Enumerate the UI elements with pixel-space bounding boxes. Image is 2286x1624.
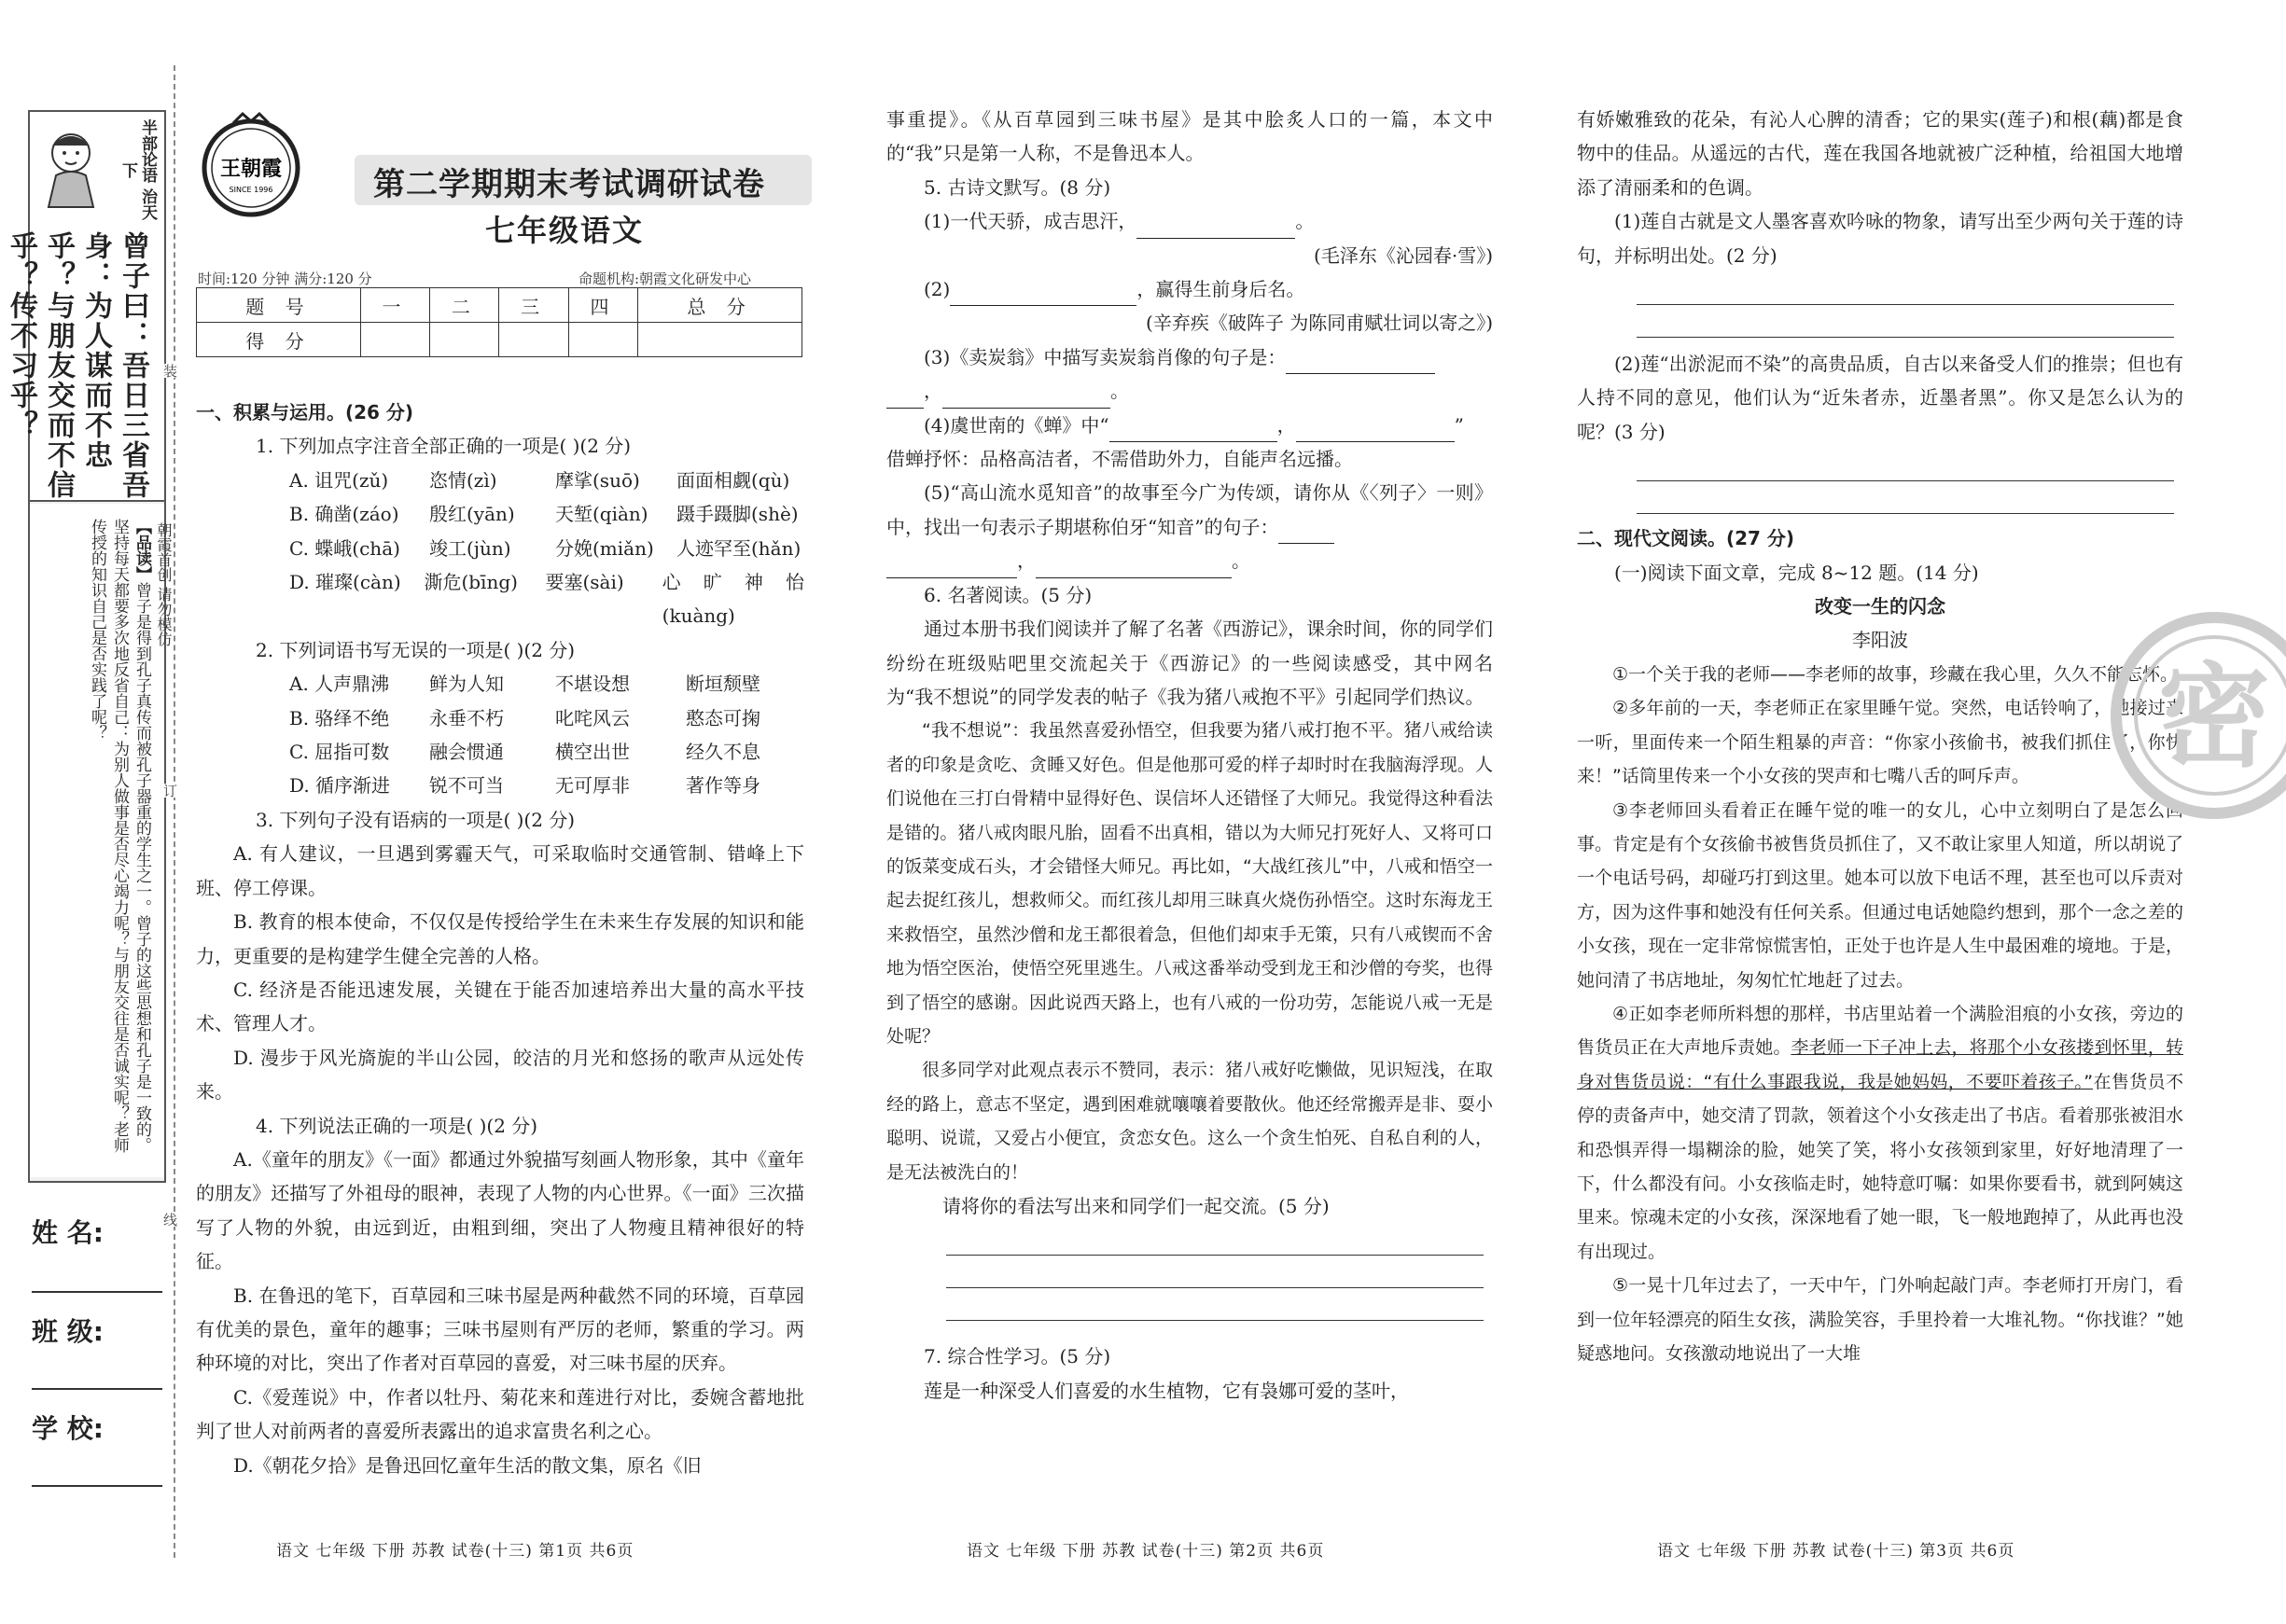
option: B. 确凿(záo) bbox=[289, 503, 399, 526]
scholar-portrait-icon bbox=[39, 125, 105, 209]
left-sidebar bbox=[5, 110, 166, 1183]
score-input[interactable] bbox=[568, 323, 637, 357]
score-cell: 三 bbox=[499, 288, 568, 323]
page-footer: 语文 七年级 下册 苏教 试卷(十三) 第3页 共6页 bbox=[1657, 1542, 2015, 1561]
option: 融会惯通 bbox=[429, 741, 504, 764]
option: 横空出世 bbox=[555, 741, 630, 764]
option: C. 蝶峨(chā) bbox=[289, 536, 400, 560]
logo-text: 王朝霞 bbox=[219, 157, 283, 181]
question-4: 4. 下列说法正确的一项是( )(2 分) bbox=[256, 1114, 538, 1137]
option: D. 璀璨(càn) bbox=[289, 571, 401, 594]
exam-time: 时间:120 分钟 满分:120 分 bbox=[198, 271, 372, 287]
sidebar-banner: 半部论语 治天下 bbox=[118, 119, 157, 220]
question-6: 6. 名著阅读。(5 分) bbox=[924, 583, 1093, 606]
option: 面面相觑(qù) bbox=[676, 468, 790, 492]
answer-blank[interactable] bbox=[1296, 421, 1455, 442]
page-2-content bbox=[886, 103, 1493, 1408]
answer-blank[interactable] bbox=[886, 387, 924, 409]
option: 心旷神怡(kuàng) bbox=[662, 571, 804, 628]
score-cell: 一 bbox=[360, 288, 429, 323]
source: (辛弃疾《破阵子 为陈同甫赋壮词以寄之》) bbox=[1146, 312, 1493, 335]
option: 要塞(sài) bbox=[545, 571, 624, 594]
answer-blank[interactable] bbox=[1286, 353, 1435, 374]
forum-post: “我不想说”：我虽然喜爱孙悟空，但我要为猪八戒打抱不平。猪八戒给读者的印象是贪吃、贪睡又好色。但是他那可爱的样子却时时在我脑海浮现。人们说他在三打白骨精中显得好色、误信坏人还错怪了大师兄。我觉得这种看法是错的。猪八戒肉眼凡胎，固看不出真相，错以为大师兄打死好人、又将可口的饭菜变成石头，才会错怪大师兄。再比如，“大战红孩儿”中，八戒和悟空一起去捉红孩儿，想救师父。而红孩儿却用三昧真火烧伤孙悟空。这时东海龙王来救悟空，虽然沙僧和龙王都很着急，但他们却束手无策，只有八戒锲而不舍地为悟空医治，使悟空死里逃生。八戒这番举动受到龙王和沙僧的夸奖，也得到了悟空的感谢。因此说西天路上，也有八戒的一份功劳，怎能说八戒一无是处呢？ bbox=[886, 720, 1493, 1047]
question-5-5: (5)“高山流水觅知音”的故事至今广为传颂，请你从《〈列子〉一则》中，找出一句表示子期堪称伯牙“知音”的句子： bbox=[886, 476, 1493, 544]
continued-text: 事重提》。《从百草园到三味书屋》是其中脍炙人口的一篇，本文中的“我”只是第一人称，不是鲁迅本人。 bbox=[886, 108, 1493, 165]
question-5-2: (2) ，赢得生前身后名。 bbox=[886, 272, 1493, 306]
article-paragraph: ②多年前的一天，李老师正在家里睡午觉。突然，电话铃响了，她接过来一听，里面传来一个陌生粗暴的声音：“你家小孩偷书，被我们抓住了，你快来！”话筒里传来一个小女孩的哭声和七嘴八舌的呵斥声。 bbox=[1577, 698, 2183, 787]
option-row bbox=[196, 769, 804, 802]
answer-lines bbox=[946, 1223, 1484, 1321]
page-footer: 语文 七年级 下册 苏教 试卷(十三) 第1页 共6页 bbox=[276, 1542, 634, 1561]
answer-blank[interactable] bbox=[1036, 557, 1232, 578]
option: 蹑手蹑脚(shè) bbox=[676, 503, 799, 526]
answer-line[interactable] bbox=[1637, 305, 2174, 338]
option: 憨态可掬 bbox=[686, 706, 760, 729]
sidebar-quote: 曾子曰：吾日三省吾身：为人谋而不忠乎？与朋友交而不信乎？传不习乎？ bbox=[5, 231, 149, 500]
name-field[interactable] bbox=[32, 1291, 162, 1293]
question-5-4: (4)虞世南的《蝉》中“ ， ” bbox=[886, 409, 1493, 442]
answer-blank[interactable] bbox=[1278, 522, 1334, 544]
question-5-3-cont: ， 。 bbox=[886, 374, 1493, 408]
answer-blank[interactable] bbox=[1136, 217, 1295, 239]
option: C. 屈指可数 bbox=[289, 741, 390, 764]
question-5: 5. 古诗文默写。(8 分) bbox=[924, 175, 1111, 199]
answer-line[interactable] bbox=[1637, 272, 2174, 305]
watermark-stamp-icon bbox=[2107, 608, 2286, 823]
question-6-intro: 通过本册书我们阅读并了解了名著《西游记》，课余时间，你的同学们纷纷在班级贴吧里交流起关于《西游记》的一些阅读感受，其中网名为“我不想说”的同学发表的帖子《我为猪八戒抱不平》引起同学们热议。 bbox=[886, 618, 1493, 708]
answer-line[interactable] bbox=[946, 1288, 1484, 1321]
option: 恣情(zì) bbox=[429, 468, 497, 492]
answer-line[interactable] bbox=[946, 1223, 1484, 1256]
question-5-5-cont: ， 。 bbox=[886, 544, 1493, 577]
underlined-sentence: 李老师一下子冲上去，将那个小女孩搂到怀里，转身对售货员说：“有什么事跟我说，我是她妈妈，不要吓着孩子。” bbox=[1577, 1037, 2183, 1092]
option-text: B. 在鲁迅的笔下，百草园和三味书屋是两种截然不同的环境，百草园有优美的景色，童年的趣事；三味书屋则有严厉的老师，繁重的学习。两种环境的对比，突出了作者对百草园的喜爱，对三味书屋的厌弃。 bbox=[196, 1284, 804, 1375]
sidebar-header bbox=[30, 112, 164, 224]
question-5-4-cont: 借蝉抒怀：品格高洁者，不需借助外力，自能声名远播。 bbox=[886, 448, 1353, 471]
option: 无可厚非 bbox=[555, 774, 630, 798]
option-row bbox=[196, 464, 804, 497]
answer-line[interactable] bbox=[1637, 449, 2174, 481]
cut-label: 订 bbox=[161, 784, 178, 798]
cut-line bbox=[174, 65, 175, 1558]
question-3: 3. 下列句子没有语病的一项是( )(2 分) bbox=[256, 808, 576, 831]
option: 分娩(miǎn) bbox=[555, 536, 654, 560]
answer-lines bbox=[1637, 272, 2174, 338]
question-1: 1. 下列加点字注音全部正确的一项是( )(2 分) bbox=[256, 435, 632, 458]
option: B. 骆绎不绝 bbox=[289, 706, 390, 729]
option-text: D. 漫步于风光旖旎的半山公园，皎洁的月光和悠扬的歌声从远处传来。 bbox=[196, 1046, 804, 1103]
article-author: 李阳波 bbox=[1852, 629, 1908, 652]
score-input[interactable] bbox=[360, 323, 429, 357]
question-5-1: (1)一代天骄，成吉思汗， 。 bbox=[886, 204, 1493, 238]
answer-lines bbox=[1637, 449, 2174, 514]
option: 永垂不朽 bbox=[429, 706, 504, 729]
option: 鲜为人知 bbox=[429, 673, 504, 696]
name-label: 姓 名: bbox=[32, 1217, 104, 1248]
option: 天堑(qiàn) bbox=[555, 503, 648, 526]
answer-line[interactable] bbox=[1637, 481, 2174, 514]
article-paragraph: ⑤一晃十几年过去了，一天中午，门外响起敲门声。李老师打开房门，看到一位年轻漂亮的陌生女孩，满脸笑容，手里拎着一大堆礼物。“你找谁？”她疑惑地问。女孩激动地说出了一大堆 bbox=[1577, 1275, 2183, 1364]
sidebar-note-box bbox=[30, 504, 164, 1177]
option-text: B. 教育的根本使命，不仅仅是传授给学生在未来生存发展的知识和能力，更重要的是构建学生健全完善的人格。 bbox=[196, 910, 804, 967]
option-row bbox=[196, 667, 804, 701]
stamp-text: 密 bbox=[2158, 653, 2270, 783]
option: 不堪设想 bbox=[555, 673, 630, 696]
page-footer: 语文 七年级 下册 苏教 试卷(十三) 第2页 共6页 bbox=[967, 1542, 1325, 1561]
article-paragraph: ①一个关于我的老师——李老师的故事，珍藏在我心里，久久不能忘怀。 bbox=[1612, 663, 2179, 685]
option: 澌危(bīng) bbox=[424, 571, 518, 594]
copyright-note: 朝霞首创 请勿模仿 bbox=[155, 522, 173, 647]
source: (毛泽东《沁园春·雪》) bbox=[1314, 243, 1493, 267]
score-value-row bbox=[197, 323, 802, 357]
option: 著作等身 bbox=[686, 774, 760, 798]
option-row bbox=[196, 735, 804, 769]
class-field[interactable] bbox=[32, 1388, 162, 1390]
continued-text: 有娇嫩雅致的花朵，有沁人心脾的清香；它的果实(莲子)和根(藕)都是食物中的佳品。从遥远的古代，莲在我国各地就被广泛种植，给祖国大地增添了清丽柔和的色调。 bbox=[1577, 108, 2183, 199]
option: A. 诅咒(zǔ) bbox=[289, 468, 389, 492]
school-label: 学 校: bbox=[32, 1413, 104, 1444]
sidebar-quote-box bbox=[5, 222, 164, 502]
option: D. 循序渐进 bbox=[289, 774, 391, 798]
question-7-1: (1)莲自古就是文人墨客喜欢吟咏的物象，请写出至少两句关于莲的诗句，并标明出处。(2 分) bbox=[1577, 210, 2183, 267]
score-cell: 题 号 bbox=[197, 288, 361, 323]
section-title: 二、现代文阅读。(27 分) bbox=[1577, 527, 1795, 550]
page-1-content bbox=[196, 396, 804, 1482]
score-cell: 二 bbox=[430, 288, 499, 323]
option-row bbox=[196, 532, 804, 565]
option: 竣工(jùn) bbox=[429, 536, 511, 560]
option: 经久不息 bbox=[686, 741, 760, 764]
answer-blank[interactable] bbox=[950, 285, 1136, 306]
option-text: D.《朝花夕拾》是鲁迅回忆童年生活的散文集，原名《旧 bbox=[233, 1453, 702, 1477]
option: 断垣颓壁 bbox=[686, 673, 760, 696]
page-3-content bbox=[1577, 103, 2183, 1370]
section-title: 一、积累与运用。(26 分) bbox=[196, 401, 414, 423]
question-6-ask: 请将你的看法写出来和同学们一起交流。(5 分) bbox=[942, 1195, 1330, 1217]
score-cell: 四 bbox=[568, 288, 637, 323]
article-paragraph: ③李老师回头看着正在睡午觉的唯一的女儿，心中立刻明白了是怎么回事。肯定是有个女孩偷书被售货员抓住了，又不敢让家里人知道，所以胡说了一个电话号码，却碰巧打到这里。她本可以放下电话不理，甚至也可以斥责对方，因为这件事和她没有任何关系。但通过电话她隐约想到，那个一念之差的小女孩，现在一定非常惊慌害怕，正处于也许是人生中最困难的境地。于是，她问清了书店地址，匆匆忙忙地赶了过去。 bbox=[1577, 799, 2183, 991]
option: 摩挲(suō) bbox=[555, 468, 640, 492]
exam-subject: 七年级语文 bbox=[485, 213, 645, 248]
option: 人迹罕至(hǎn) bbox=[676, 536, 801, 560]
answer-blank[interactable] bbox=[886, 557, 1017, 578]
question-7-text: 莲是一种深受人们喜爱的水生植物，它有袅娜可爱的茎叶， bbox=[924, 1379, 1409, 1402]
answer-blank[interactable] bbox=[1109, 421, 1277, 442]
score-table bbox=[196, 287, 802, 357]
option: 殷红(yān) bbox=[429, 503, 515, 526]
answer-line[interactable] bbox=[946, 1256, 1484, 1288]
school-field[interactable] bbox=[32, 1485, 162, 1487]
option-row bbox=[196, 497, 804, 531]
option: A. 人声鼎沸 bbox=[289, 673, 390, 696]
option: 叱咤风云 bbox=[555, 706, 630, 729]
article-title: 改变一生的闪念 bbox=[1815, 595, 1945, 618]
logo-subtext: SINCE 1996 bbox=[229, 186, 273, 194]
score-cell: 得 分 bbox=[197, 323, 361, 357]
score-cell: 总 分 bbox=[638, 288, 802, 323]
option-row bbox=[196, 565, 804, 633]
option-text: C.《爱莲说》中，作者以牡丹、菊花来和莲进行对比，委婉含蓄地批判了世人对前两者的喜爱所表露出的追求富贵名利之心。 bbox=[196, 1385, 804, 1443]
answer-blank[interactable] bbox=[942, 387, 1110, 409]
score-input[interactable] bbox=[430, 323, 499, 357]
score-input[interactable] bbox=[499, 323, 568, 357]
exam-title: 第二学期期末考试调研试卷 bbox=[373, 166, 765, 203]
publisher-logo bbox=[196, 110, 306, 220]
option-row bbox=[196, 701, 804, 735]
question-7-2: (2)莲“出淤泥而不染”的高贵品质，自古以来备受人们的推崇；但也有人持不同的意见，他们认为“近朱者赤，近墨者黑”。你又是怎么认为的呢？(3 分) bbox=[1577, 353, 2183, 443]
score-header-row bbox=[197, 288, 802, 323]
option-text: A.《童年的朋友》《一面》都通过外貌描写刻画人物形象，其中《童年的朋友》还描写了外祖母的眼神，表现了人物的内心世界。《一面》三次描写了人物的外貌，由远到近，由粗到细，突出了人物瘦且精神很好的特征。 bbox=[196, 1147, 804, 1273]
article-paragraph: ④正如李老师所料想的那样，书店里站着一个满脸泪痕的小女孩，旁边的售货员正在大声地斥责她。李老师一下子冲上去，将那个小女孩搂到怀里，转身对售货员说：“有什么事跟我说，我是她妈妈，不要吓着孩子。”在售货员不停的责备声中，她交清了罚款，领着这个小女孩走出了书店。看着那张被泪水和恐惧弄得一塌糊涂的脸，她笑了笑，将小女孩领到家里，好好地清理了一下，什么都没有问。小女孩临走时，她特意叮嘱：如果你要看书，就到阿姨这里来。惊魂未定的小女孩，深深地看了她一眼，飞一般地跑掉了，从此再也没有出现过。 bbox=[1577, 1003, 2183, 1262]
score-input[interactable] bbox=[638, 323, 802, 357]
cut-label: 线 bbox=[161, 1213, 178, 1227]
option-text: A. 有人建议，一旦遇到雾霾天气，可采取临时交通管制、错峰上下班、停工停课。 bbox=[196, 842, 804, 899]
forum-reply: 很多同学对此观点表示不赞同，表示：猪八戒好吃懒做，见识短浅，在取经的路上，意志不坚定，遇到困难就嚷嚷着要散伙。他还经常搬弄是非、耍小聪明、说谎，又爱占小便宜，贪恋女色。这么一个贪生怕死、自私自利的人，是无法被洗白的！ bbox=[886, 1060, 1493, 1183]
question-7: 7. 综合性学习。(5 分) bbox=[924, 1345, 1111, 1368]
sidebar-note: 【品读】曾子是得到孔子真传而被孔子器重的学生之一。曾子的这些思想和孔子是一致的。坚持每天都要多次地反省自己：为别人做事是否尽心竭力呢？与朋友交往是否诚实呢？老师传授的知识自己是否实践了呢？ bbox=[88, 519, 151, 1153]
question-2: 2. 下列词语书写无误的一项是( )(2 分) bbox=[256, 638, 576, 661]
question-5-3: (3)《卖炭翁》中描写卖炭翁肖像的句子是： bbox=[886, 340, 1493, 374]
option-text: C. 经济是否能迅速发展，关键在于能否加速培养出大量的高水平技术、管理人才。 bbox=[196, 978, 804, 1035]
option: 锐不可当 bbox=[429, 774, 504, 798]
reading-intro: (一)阅读下面文章，完成 8~12 题。(14 分) bbox=[1614, 561, 1979, 584]
class-label: 班 级: bbox=[32, 1316, 104, 1347]
exam-org: 命题机构:朝霞文化研发中心 bbox=[578, 271, 752, 287]
cut-label: 装 bbox=[161, 364, 178, 378]
